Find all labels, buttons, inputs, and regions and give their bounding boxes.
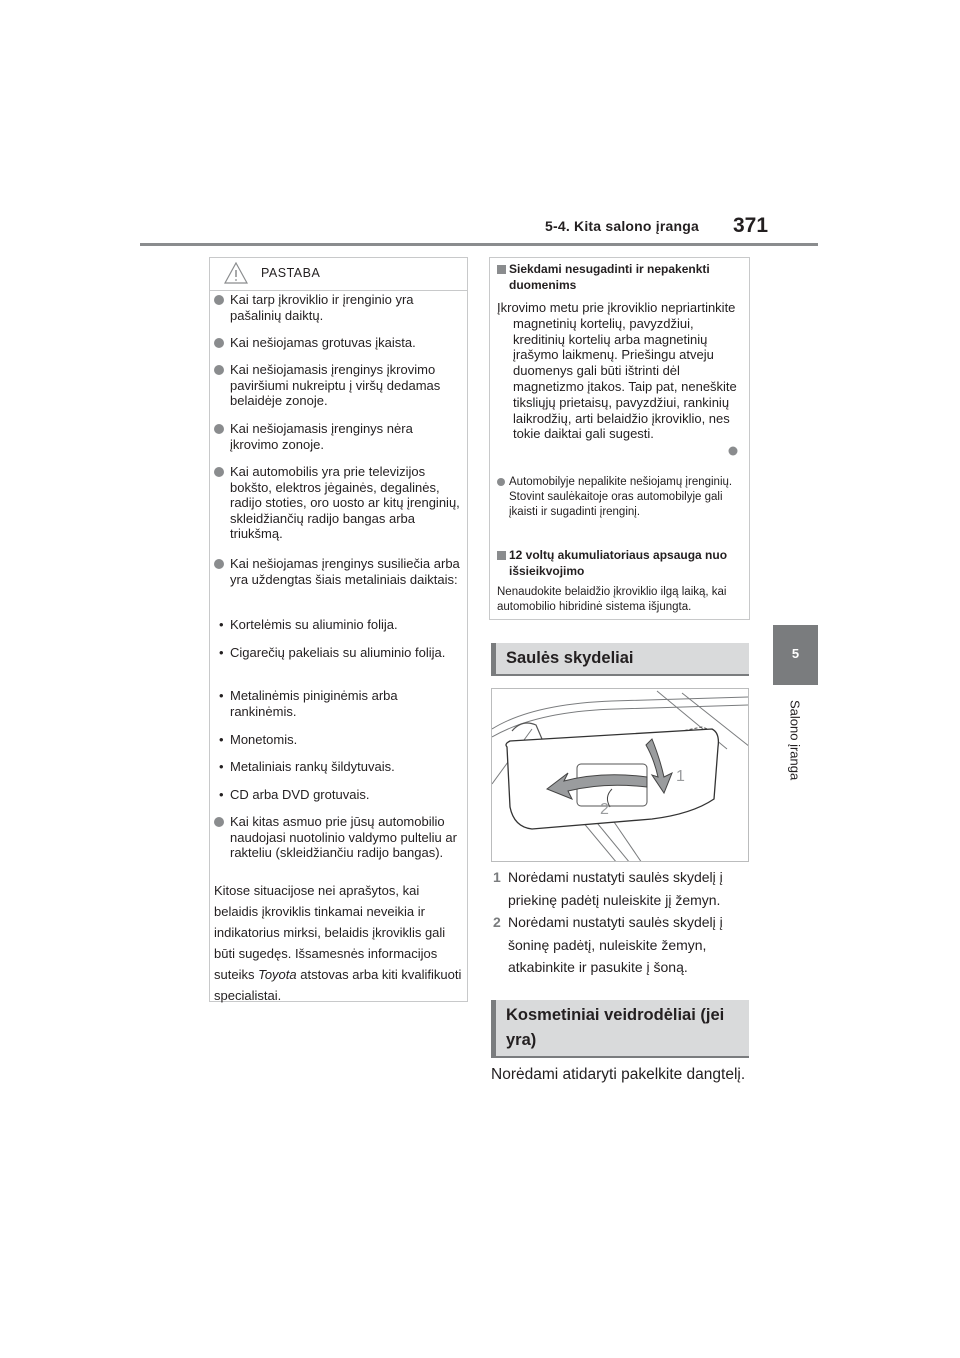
notice-subitem: • Metalinėmis piniginėmis arba rankinėmis.	[219, 688, 398, 719]
sun-visor-illustration	[491, 688, 749, 862]
notice-header	[210, 258, 467, 291]
step-number: 2	[493, 914, 501, 930]
figure-label-2: 2	[600, 801, 609, 818]
notice-subitem: • Metaliniais rankų šildytuvais.	[219, 759, 395, 774]
section-title: 5-4. Kita salono įranga	[545, 218, 699, 234]
page-number: 371	[733, 214, 769, 237]
notice-subitem: • Cigarečių pakeliais su aliuminio folija.	[219, 645, 446, 660]
end-marker-icon	[728, 446, 738, 456]
bullet-dot-icon	[214, 338, 224, 348]
notice-closing-paragraph: Kitose situacijose nei aprašytos, kai belaidis įkroviklis tinkamai neveikia ir indikatorius mirksi, belaidis įkroviklis gali būti sugedęs. Išsamesnės informacijos suteiks Toyota atstovas arba kiti kvalifikuoti specialistai.	[214, 883, 462, 1003]
step-item: 1 Norėdami nustatyti saulės skydelį į priekinę padėtį nuleiskite jį žemyn.	[491, 866, 749, 911]
notice-subitem: • Monetomis.	[219, 732, 298, 747]
notice-bullet: Kai nešiojamasis įrenginys įkrovimo paviršiumi nukreiptu į viršų dedamas belaidėje zonoje.	[214, 362, 462, 409]
notice-bullet: Kai automobilis yra prie televizijos bokšto, elektros jėgainės, degalinės, radijo stoties, oro uosto ar kitų įrenginių, skleidžiančių radijo bangas arba triukšmą.	[214, 464, 462, 542]
brand-name: Toyota	[258, 967, 297, 982]
notice-bullet: Kai tarp įkroviklio ir įrenginio yra pašalinių daiktų.	[214, 292, 462, 323]
step-item: 2 Norėdami nustatyti saulės skydelį į šoninę padėtį, nuleiskite žemyn, atkabinkite ir pasukite į šoną.	[491, 911, 749, 979]
notice-bullet: Kai nešiojamas įrenginys susiliečia arba yra uždengtas šiais metaliniais daiktais:	[214, 556, 462, 587]
notice-subitem: • CD arba DVD grotuvais.	[219, 787, 370, 802]
notice-bullet: Kai kitas asmuo prie jūsų automobilio naudojasi nuotolinio valdymo pulteliu ar rakteliu (skleidžiančiu radijo bangas).	[214, 814, 462, 861]
section-heading-vanity-mirrors: Kosmetiniai veidrodėliai (jei yra)	[491, 1000, 749, 1058]
bullet-dot-icon	[214, 559, 224, 569]
info-paragraph: Nenaudokite belaidžio įkroviklio ilgą laiką, kai automobilio hibridinė sistema išjungta.	[497, 586, 727, 613]
bullet-dot-icon	[497, 478, 505, 486]
chapter-number: 5	[791, 646, 800, 661]
notice-subitem: • Kortelėmis su aliuminio folija.	[219, 617, 398, 632]
figure-label-1: 1	[676, 768, 685, 785]
bullet-dot-icon	[214, 467, 224, 477]
square-bullet-icon	[497, 551, 506, 560]
chapter-title: Salono įranga	[787, 700, 803, 781]
info-heading: 12 voltų akumuliatoriaus apsauga nuo išsieikvojimo	[497, 548, 743, 579]
section-heading-sun-visors: Saulės skydeliai	[491, 643, 749, 676]
header-rule	[140, 243, 818, 246]
bullet-dot-icon	[214, 365, 224, 375]
info-box	[489, 257, 750, 620]
chapter-title-vertical	[773, 700, 818, 900]
step-number: 1	[493, 869, 501, 885]
info-bullet: Automobilyje nepalikite nešiojamų įrenginių. Stovint saulėkaitoje oras automobilyje gali įkaisti ir sugadinti įrenginį.	[497, 475, 743, 520]
notice-title: PASTABA	[261, 266, 321, 280]
warning-icon	[224, 262, 248, 284]
bullet-dot-icon	[214, 424, 224, 434]
square-bullet-icon	[497, 265, 506, 274]
bullet-dot-icon	[214, 295, 224, 305]
vanity-mirror-instruction: Norėdami atidaryti pakelkite dangtelį.	[491, 1066, 746, 1083]
info-paragraph: Įkrovimo metu prie įkroviklio nepriartinkite magnetinių kortelių, pavyzdžiui, kreditinių kortelių arba magnetinių įrašymo laikmenų. Priešingu atveju duomenys gali būti ištrinti dėl magnetizmo įtakos. Taip pat, neneškite tiksliųjų prietaisų, pavyzdžiui, rankinių laikrodžių, arti belaidžio įkroviklio, nes tokie daiktai gali sugesti.	[497, 300, 737, 442]
bullet-dot-icon	[214, 817, 224, 827]
info-heading: Siekdami nesugadinti ir nepakenkti duomenims	[497, 262, 743, 293]
notice-box	[209, 257, 468, 1002]
notice-bullet: Kai nešiojamas grotuvas įkaista.	[214, 335, 462, 351]
notice-bullet: Kai nešiojamasis įrenginys nėra įkrovimo zonoje.	[214, 421, 462, 452]
sun-visor-diagram	[492, 689, 749, 862]
chapter-tab	[773, 625, 818, 685]
